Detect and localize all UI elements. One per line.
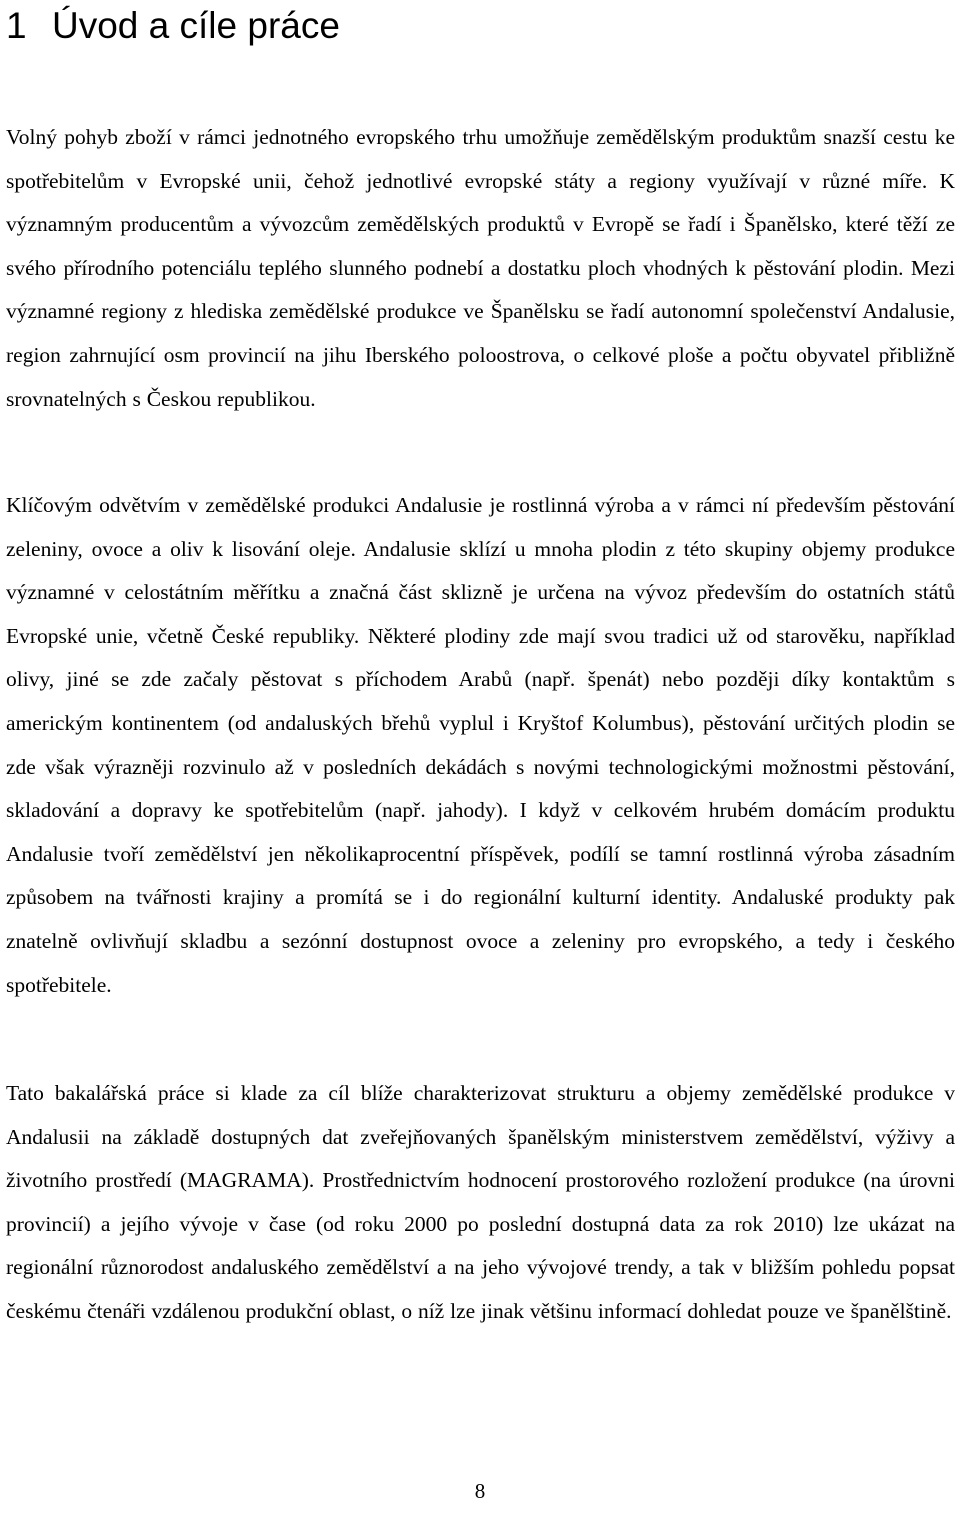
chapter-title: Úvod a cíle práce: [52, 5, 340, 46]
page-number: 8: [474, 1479, 486, 1503]
chapter-number: 1: [6, 5, 27, 46]
paragraph-crop-production: Klíčovým odvětvím v zemědělské produkci Andalusie je rostlinná výroba a v rámci ní především pěstování zeleniny, ovoce a oliv k lisování oleje. Andalusie sklízí u mnoha plodin z této skupiny objemy produkce významné v celostátním měřítku a značná část sklizně je určena na vývoz především do ostatních států Evropské unie, včetně České republiky. Některé plodiny zde mají svou tradici už od starověku, například olivy, jiné se zde začaly pěstovat s příchodem Arabů (např. špenát) nebo později díky kontaktům s americkým kontinentem (od andaluských břehů vyplul i Kryštof Kolumbus), pěstování určitých plodin se zde však výrazněji rozvinulo až v posledních dekádách s novými technologickými možnostmi pěstování, skladování a dopravy ke spotřebitelům (např. jahody). I když v celkovém hrubém domácím produktu Andalusie tvoří zemědělství jen několikaprocentní příspěvek, podílí se tamní rostlinná výroba zásadním způsobem na tvářnosti krajiny a promítá se i do regionální kulturní identity. Andaluské produkty pak znatelně ovlivňují skladbu a sezónní dostupnost ovoce a zeleniny pro evropského, a tedy i českého spotřebitele.: [6, 493, 955, 997]
paragraph-intro: Volný pohyb zboží v rámci jednotného evropského trhu umožňuje zemědělským produktům snazší cestu ke spotřebitelům v Evropské unii, čehož jednotlivé evropské státy a regiony využívají v různé míře. K významným producentům a vývozcům zemědělských produktů v Evropě se řadí i Španělsko, které těží ze svého přírodního potenciálu teplého slunného podnebí a dostatku ploch vhodných k pěstování plodin. Mezi významné regiony z hlediska zemědělské produkce ve Španělsku se řadí autonomní společenství Andalusie, region zahrnující osm provincií na jihu Iberského poloostrova, o celkové ploše a počtu obyvatel přibližně srovnatelných s Českou republikou.: [6, 125, 955, 411]
paragraph-thesis-goals: Tato bakalářská práce si klade za cíl blíže charakterizovat strukturu a objemy zemědělské produkce v Andalusii na základě dostupných dat zveřejňovaných španělským ministerstvem zemědělství, výživy a životního prostředí (MAGRAMA). Prostřednictvím hodnocení prostorového rozložení produkce (na úrovni provincií) a jejího vývoje v čase (od roku 2000 po poslední dostupná data za rok 2010) lze ukázat na regionální různorodost andaluského zemědělství a na jeho vývojové trendy, a tak v bližším pohledu popsat českému čtenáři vzdálenou produkční oblast, o níž lze jinak většinu informací dohledat pouze ve španělštině.: [6, 1081, 955, 1323]
chapter-heading: [6, 4, 340, 48]
